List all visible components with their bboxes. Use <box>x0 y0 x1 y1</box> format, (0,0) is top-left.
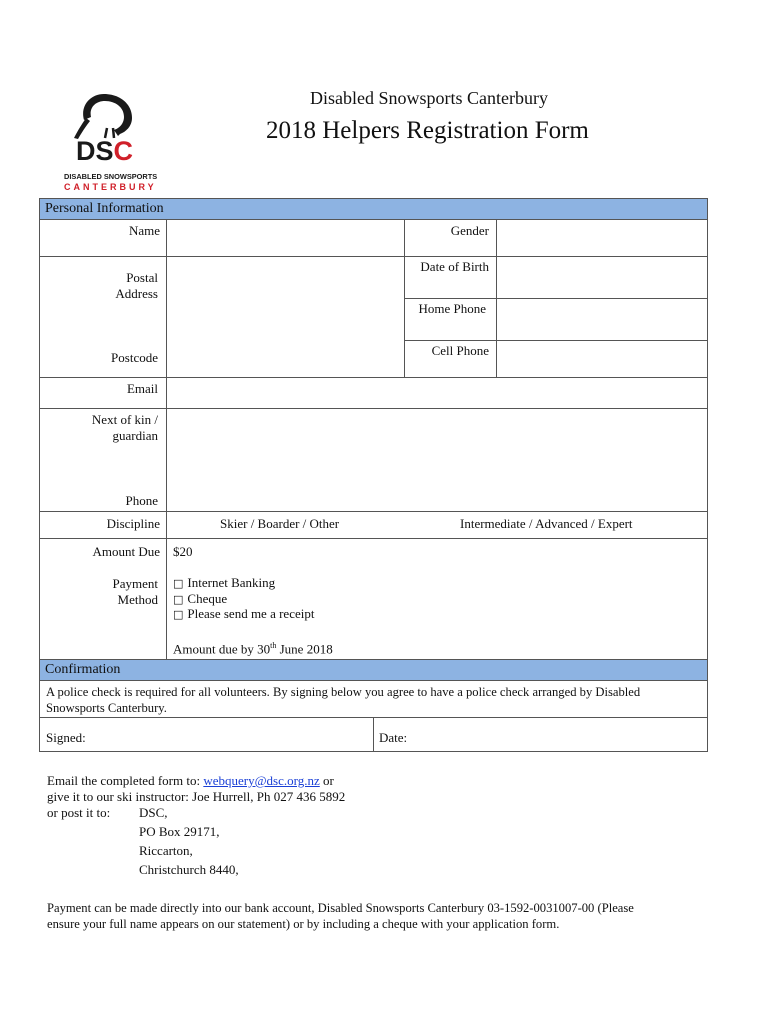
email-link[interactable]: webquery@dsc.org.nz <box>203 773 320 788</box>
address-line: Riccarton, <box>139 843 193 858</box>
date-field[interactable] <box>420 718 706 751</box>
email-instruction: Email the completed form to: webquery@dsc.org.nz or <box>47 773 334 788</box>
address-line: DSC, <box>139 805 168 820</box>
option-label: Internet Banking <box>187 575 276 590</box>
home-phone-field[interactable] <box>497 299 707 340</box>
postal-address-field[interactable] <box>167 257 404 377</box>
option-label: Cheque <box>187 591 228 606</box>
instructor-note: give it to our ski instructor: Joe Hurrell, Ph 027 436 5892 <box>47 789 346 804</box>
next-of-kin-label-1: Next of kin / <box>91 412 158 427</box>
confirmation-heading: Confirmation <box>39 659 708 681</box>
dob-label: Date of Birth <box>420 259 489 274</box>
payment-method-label-2: Method <box>117 592 158 607</box>
option-label: Please send me a receipt <box>187 606 315 621</box>
payment-option-receipt[interactable] <box>173 606 314 623</box>
postal-label-2: Address <box>115 286 158 301</box>
checkbox-icon[interactable]: □ <box>173 608 184 621</box>
post-label: or post it to: <box>47 805 111 820</box>
address-line: Christchurch 8440, <box>139 862 239 877</box>
table-border-right <box>707 220 708 659</box>
police-check-text-1: A police check is required for all volunteers. By signing below you agree to have a police check arranged by Disabled <box>46 685 641 699</box>
email-label: Email <box>126 381 158 396</box>
home-phone-label: Home Phone <box>418 301 486 316</box>
gender-label: Gender <box>450 223 489 238</box>
amount-due-value: $20 <box>173 544 193 559</box>
column-divider <box>373 717 374 752</box>
cell-phone-field[interactable] <box>497 341 707 377</box>
checkbox-icon[interactable]: □ <box>173 593 184 606</box>
date-of-birth-field[interactable] <box>497 257 707 298</box>
address-line: PO Box 29171, <box>139 824 220 839</box>
kiwi-bird-icon <box>74 90 140 140</box>
name-field[interactable] <box>167 220 404 256</box>
postal-label-1: Postal <box>126 270 158 285</box>
payment-method-label-1: Payment <box>112 576 158 591</box>
payment-note-2: ensure your full name appears on our statement) or by including a cheque with your application form. <box>47 917 560 931</box>
date-label: Date: <box>379 730 408 745</box>
next-of-kin-label-2: guardian <box>112 428 158 443</box>
discipline-options[interactable]: Skier / Boarder / Other <box>220 516 340 531</box>
logo-line-2: CANTERBURY <box>64 182 157 192</box>
payment-note-1: Payment can be made directly into our bank account, Disabled Snowsports Canterbury 03-1592-0031007-00 (Please <box>47 901 634 915</box>
cell-phone-label: Cell Phone <box>431 343 489 358</box>
discipline-label: Discipline <box>106 516 160 531</box>
checkbox-icon[interactable]: □ <box>173 577 184 590</box>
amount-due-label: Amount Due <box>92 544 160 559</box>
logo-mark: DSC <box>76 136 134 166</box>
personal-info-heading: Personal Information <box>39 198 708 220</box>
postcode-label: Postcode <box>111 350 158 365</box>
dsc-logo <box>62 88 158 196</box>
email-field[interactable] <box>167 378 707 408</box>
logo-line-1: DISABLED SNOWSPORTS <box>64 172 158 181</box>
gender-field[interactable] <box>497 220 707 256</box>
signed-label: Signed: <box>46 730 86 745</box>
next-of-kin-field[interactable] <box>167 409 707 511</box>
phone-label: Phone <box>125 493 158 508</box>
due-date-note: Amount due by 30th June 2018 <box>173 641 333 657</box>
name-label: Name <box>128 223 160 238</box>
police-check-text-2: Snowsports Canterbury. <box>46 701 167 715</box>
level-options[interactable]: Intermediate / Advanced / Expert <box>460 516 633 531</box>
signature-field[interactable] <box>100 718 372 751</box>
row-divider <box>39 538 708 539</box>
form-title: 2018 Helpers Registration Form <box>266 117 589 144</box>
payment-option-internet-banking[interactable] <box>173 575 275 592</box>
organization-name: Disabled Snowsports Canterbury <box>310 88 548 108</box>
row-divider <box>39 511 708 512</box>
